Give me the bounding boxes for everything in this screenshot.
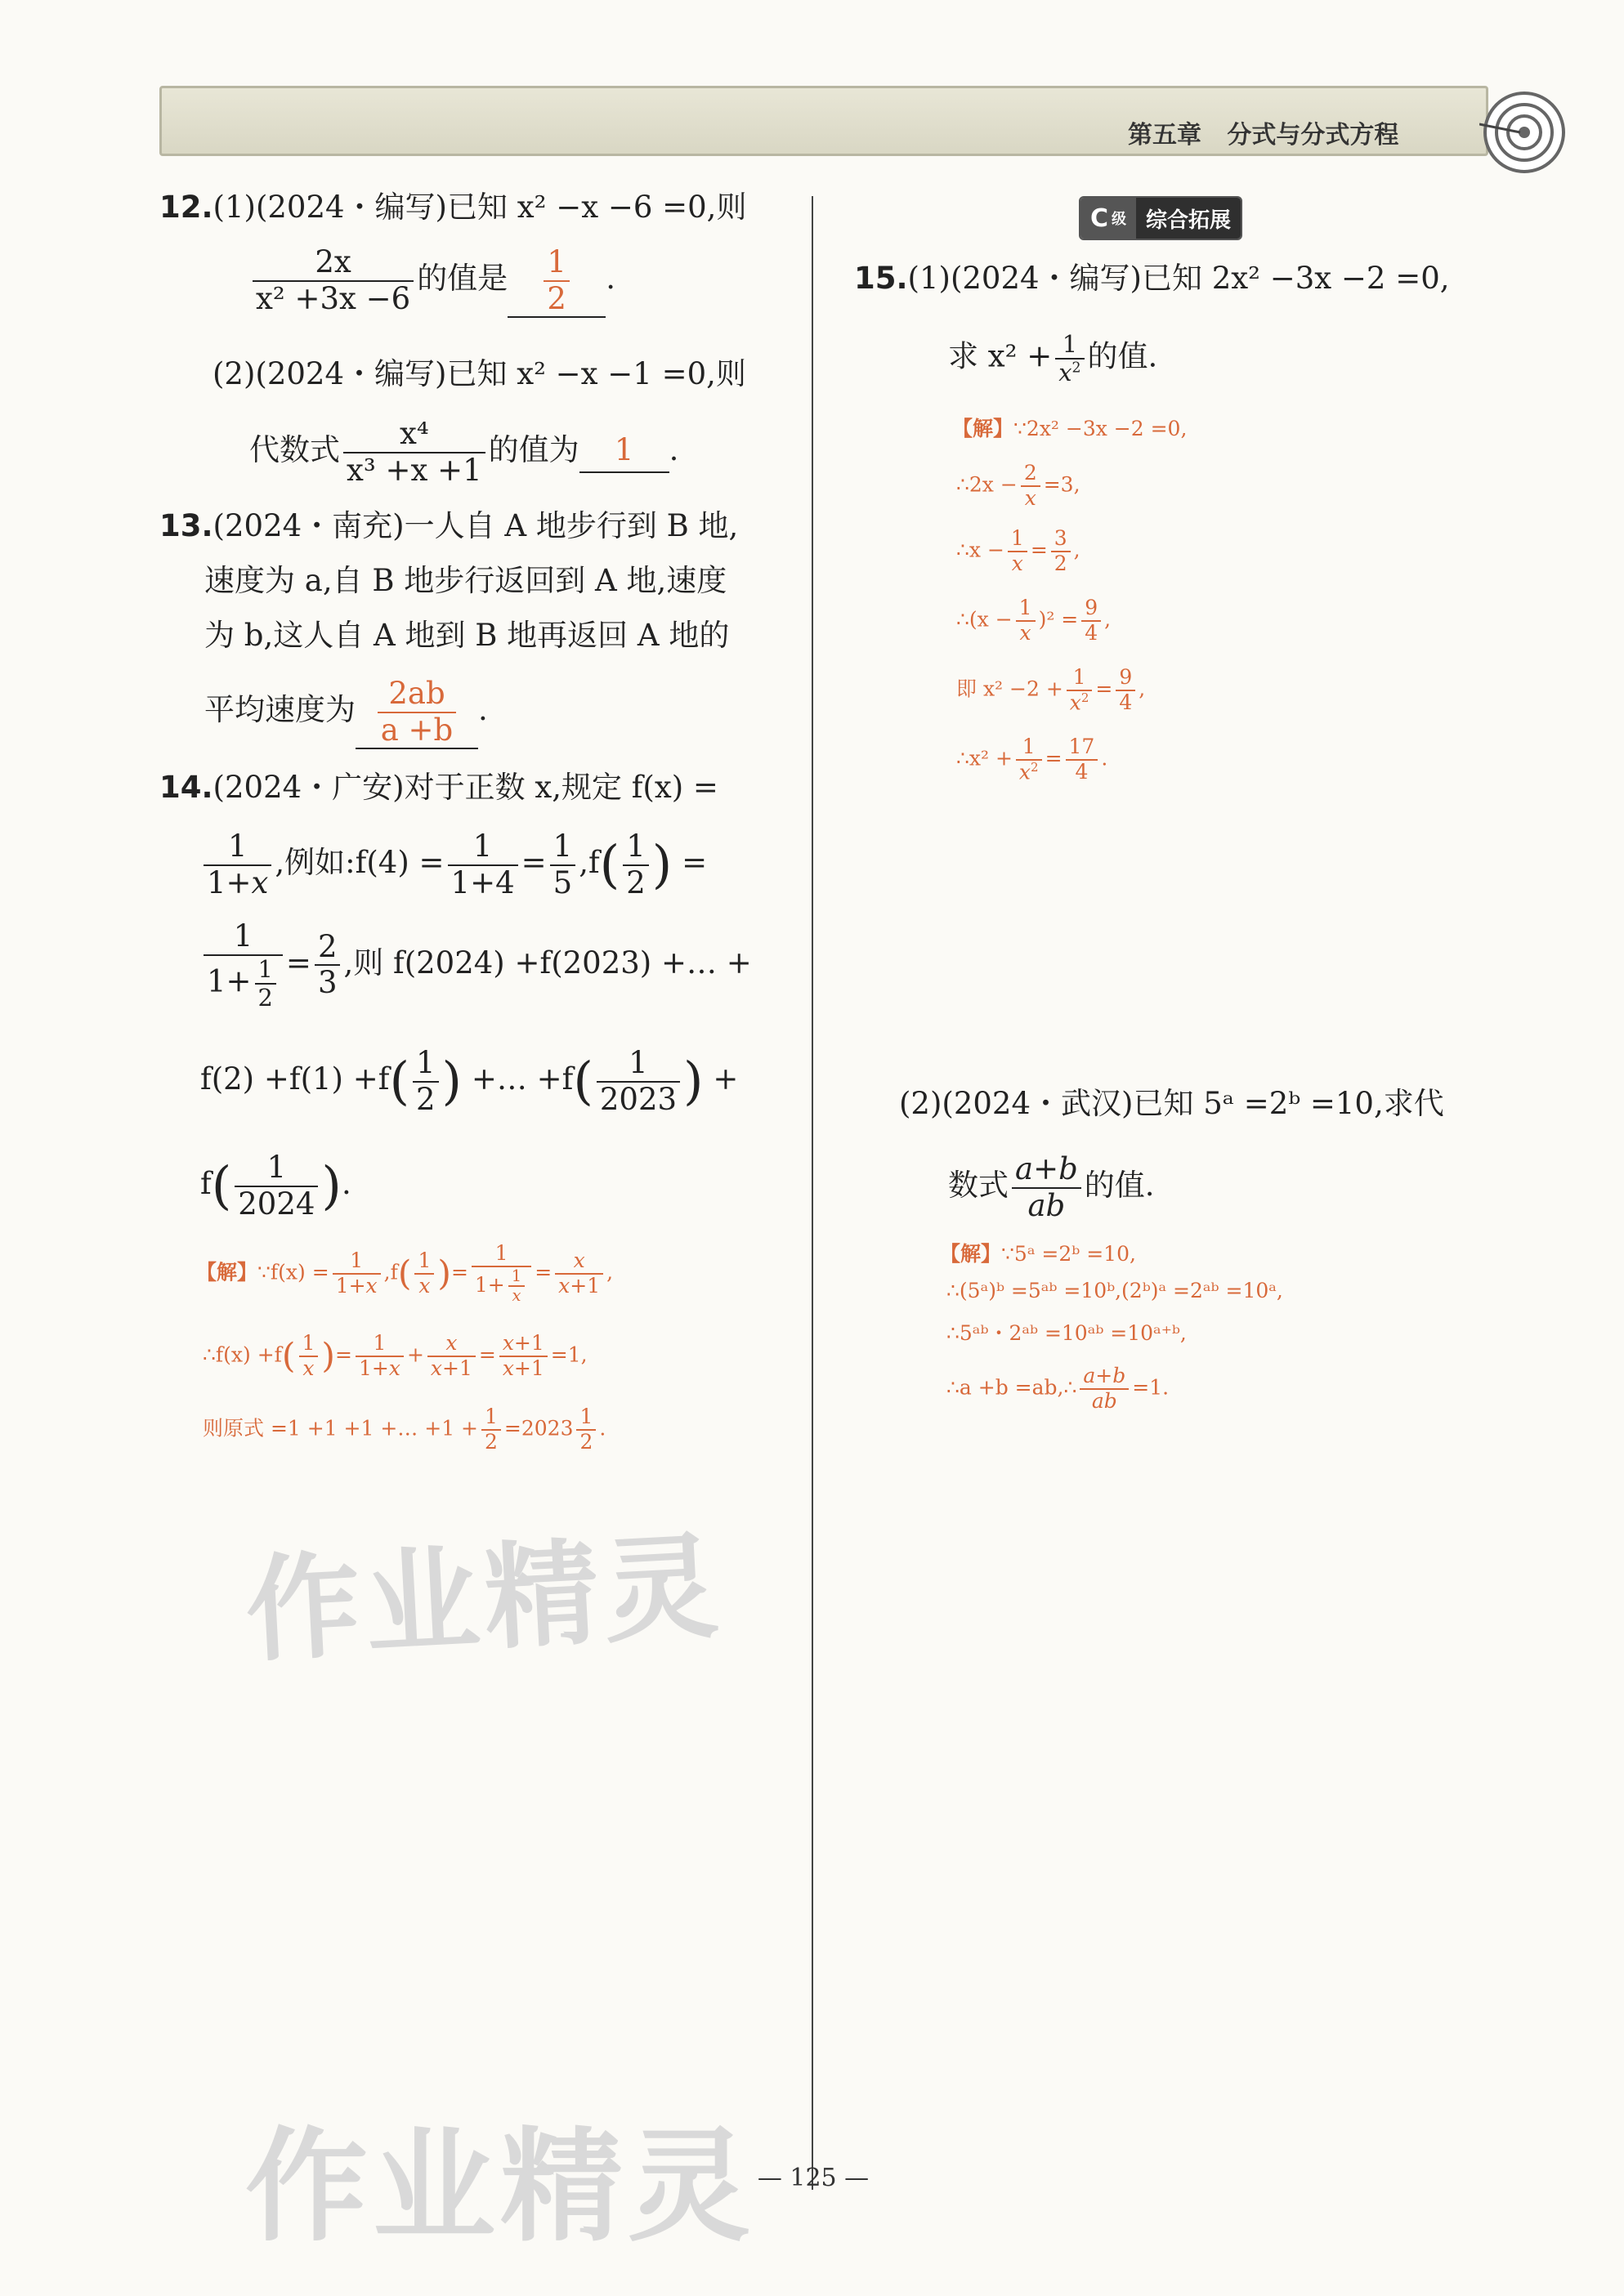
q14-text-3b: = <box>285 945 311 980</box>
q15-p1-sol-l4 <box>956 596 1111 645</box>
sol-text: ∴2x − <box>956 472 1018 497</box>
sol-fraction: $\frac{x}{x+1}$ <box>555 1249 603 1298</box>
q14-fraction: $\frac{1}{2}$ <box>413 1046 439 1117</box>
column-divider <box>812 196 813 2190</box>
sol-text: ,f <box>383 1260 398 1284</box>
q15-p1-fraction: $\frac{1}{x^2}$ <box>1055 331 1084 386</box>
sol-text: . <box>1101 746 1108 771</box>
q15-p1-sol-l5 <box>956 666 1145 715</box>
q12-line1 <box>159 186 746 229</box>
target-icon <box>1479 92 1569 181</box>
q14-line4: f(2) +f(1) +f( $\frac{1}{2}$ ) +… +f( $\frac{1}{2023}$ ) + <box>200 1045 739 1117</box>
q14-text-2c: ,f <box>579 845 600 881</box>
q15-p2-line1 <box>899 1083 1444 1125</box>
numerator: 1 <box>544 245 570 282</box>
q15-number: 15. <box>854 261 908 296</box>
sol-text: =2023 <box>503 1416 574 1441</box>
q14-number: 14. <box>159 770 213 805</box>
q14-text-4a: f(2) +f(1) +f <box>200 1061 390 1097</box>
badge-level: C 级 <box>1080 198 1136 239</box>
numerator: x⁴ <box>343 417 485 453</box>
solution-label: 【解】 <box>952 417 1014 440</box>
q15-p1-post: 的值. <box>1087 338 1158 374</box>
q12-line2: $\frac{2x}{\text{x² +3x −6}}$ 的值是 $\frac{1}{2}$ . <box>249 245 615 318</box>
solution-label: 【解】 <box>940 1242 1002 1266</box>
sol-fraction: 1 1+ $\frac{1}{x}$ <box>472 1242 531 1306</box>
watermark-upper: 作业精灵 <box>242 1520 727 1679</box>
sol-text: =1. <box>1132 1375 1170 1400</box>
sol-text: . <box>599 1416 606 1441</box>
q14-fraction: $\frac{1}{2}$ <box>623 829 649 900</box>
q15-p1-stem: (1)(2024・编写)已知 2x² −3x −2 =0, <box>907 261 1450 296</box>
q14-solution-line3 <box>203 1405 606 1454</box>
q12-p2-answer: 1 <box>579 429 669 473</box>
q13-answer <box>378 677 457 748</box>
q12-p1-fraction <box>253 245 414 316</box>
q15-p2-fraction: $\frac{a+b}{ab}$ <box>1012 1152 1081 1223</box>
sol-fraction: $\frac{a+b}{ab}$ <box>1080 1365 1129 1414</box>
sol-text: ∵2x² −3x −2 =0, <box>1013 417 1188 440</box>
sol-text: = <box>1045 746 1063 771</box>
sol-fraction: $\frac{1}{1+x}$ <box>356 1332 404 1381</box>
sol-text: , <box>1139 677 1146 701</box>
sol-fraction: $\frac{1}{x}$ <box>299 1332 319 1381</box>
q15-line2 <box>948 331 1157 386</box>
denominator: 2 <box>547 280 566 316</box>
sol-fraction: $\frac{2}{x}$ <box>1021 462 1040 511</box>
q15-p1-sol-l6 <box>956 735 1107 784</box>
sol-text: ∴(5ᵃ)ᵇ =5ᵃᵇ =10ᵇ,(2ᵇ)ᵃ =2ᵃᵇ =10ᵃ, <box>946 1279 1283 1302</box>
q13-last-pre: 平均速度为 <box>204 692 356 728</box>
sol-fraction: $\frac{1}{2}$ <box>481 1405 501 1454</box>
q15-p1-pre: 求 x² + <box>948 338 1053 374</box>
sol-text: ∴x² + <box>956 746 1013 771</box>
q13-text-2: 速度为 a,自 B 地步行返回到 A 地,速度 <box>204 563 727 598</box>
q14-fraction: $\frac{1}{1+4}$ <box>448 829 518 900</box>
q14-text-5a: f <box>200 1166 212 1202</box>
q12-p1-mid: 的值是 <box>417 261 508 297</box>
sol-text: 即 x² −2 + <box>956 677 1063 701</box>
sol-fraction: $\frac{1}{x}$ <box>1016 596 1036 645</box>
sol-fraction: $\frac{x}{x+1}$ <box>427 1332 476 1381</box>
sol-fraction: $\frac{1}{2}$ <box>576 1405 596 1454</box>
sol-text: , <box>606 1260 614 1284</box>
sol-fraction: $\frac{1}{x^2}$ <box>1016 735 1042 784</box>
q12-p2-mid: 的值为 <box>488 432 579 468</box>
watermark-lower: 作业精灵 <box>245 2116 756 2258</box>
section-badge <box>1079 196 1242 240</box>
q14-text-4b: +… +f <box>471 1061 574 1097</box>
q14-fraction: 1 1+ $\frac{1}{2}$ <box>204 919 283 1012</box>
sol-fraction: $\frac{x+1}{x+1}$ <box>499 1332 548 1381</box>
q15-line1 <box>854 257 1450 300</box>
sol-text: = <box>450 1260 468 1284</box>
sol-fraction: $\frac{9}{4}$ <box>1081 596 1101 645</box>
q12-p2-line1 <box>213 353 746 395</box>
q14-text-1: (2024・广安)对于正数 x,规定 f(x) = <box>213 770 718 805</box>
q13-line1 <box>159 505 738 547</box>
sol-fraction: $\frac{9}{4}$ <box>1116 666 1135 715</box>
q12-p2-pre: 代数式 <box>249 432 340 468</box>
q13-line2 <box>204 560 727 602</box>
sol-fraction: $\frac{1}{x}$ <box>1008 527 1027 576</box>
q15-p2-pre: 数式 <box>948 1168 1009 1204</box>
q13-number: 13. <box>159 508 213 543</box>
q15-p1-sol-l1 <box>952 413 1187 442</box>
q12-p2-stem: (2)(2024・编写)已知 x² −x −1 =0,则 <box>213 356 746 391</box>
sol-text: ∴x − <box>956 538 1004 562</box>
sol-text: ∵5ᵃ =2ᵇ =10, <box>1001 1242 1136 1266</box>
q14-text-2a: ,例如:f(4) = <box>275 845 445 881</box>
q13-line3 <box>204 614 729 657</box>
sol-text: ∴f(x) +f <box>203 1342 282 1367</box>
q14-line1 <box>159 766 718 809</box>
q14-line5: f( $\frac{1}{2024}$ ). <box>200 1150 351 1222</box>
sol-text: =3, <box>1043 472 1080 497</box>
solution-label: 【解】 <box>196 1260 258 1284</box>
sol-text: , <box>1104 607 1112 632</box>
q14-line2: $\frac{1}{1+x}$ ,例如:f(4) = $\frac{1}{1+4}$ = $\frac{1}{5}$ ,f( $\frac{1}{2}$ ) = <box>200 829 707 900</box>
numerator: 2x <box>253 245 414 282</box>
q15-p2-stem: (2)(2024・武汉)已知 5ᵃ =2ᵇ =10,求代 <box>899 1086 1444 1121</box>
q12-p2-fraction <box>343 417 485 488</box>
sol-fraction: $\frac{1}{x}$ <box>414 1249 434 1298</box>
q14-text-2d: = <box>682 845 708 881</box>
q14-solution-line1: 【解】∵f(x) = $\frac{1}{1+x}$ ,f( $\frac{1}{x}$ )= 1 1+ $\frac{1}{x}$ = $\frac{x}{x+1}$ , <box>196 1241 614 1306</box>
q15-p2-line2 <box>948 1152 1155 1223</box>
q12-p1-stem: (1)(2024・编写)已知 x² −x −6 =0,则 <box>213 190 747 225</box>
sol-text: ∴a +b =ab,∴ <box>946 1375 1077 1400</box>
q15-p2-sol-l4 <box>946 1365 1169 1414</box>
q15-p2-sol-l1 <box>940 1238 1136 1267</box>
page-number: — 125 — <box>757 2164 870 2192</box>
q14-line3 <box>200 919 752 1012</box>
q13-answer-blank <box>356 677 478 749</box>
header-chapter: 第五章 分式与分式方程 <box>1128 121 1399 150</box>
badge-label: 综合拓展 <box>1136 198 1241 239</box>
denominator: x² +3x −6 <box>256 280 411 316</box>
q15-p2-post: 的值. <box>1084 1168 1155 1204</box>
sol-text: ∴5ᵃᵇ・2ᵃᵇ =10ᵃᵇ =10ᵃ⁺ᵇ, <box>946 1321 1187 1345</box>
sol-text: ∴(x − <box>956 607 1013 632</box>
sol-text: = <box>535 1260 553 1284</box>
numerator: 2ab <box>378 677 457 713</box>
q14-fraction: $\frac{2}{3}$ <box>315 930 341 1001</box>
q12-p1-answer-blank <box>508 245 606 318</box>
sol-text: =1, <box>550 1342 588 1367</box>
sol-text: = <box>1095 677 1113 701</box>
q12-p1-answer <box>544 245 570 316</box>
q14-text-4c: + <box>713 1061 739 1097</box>
q14-text-3c: ,则 f(2024) +f(2023) +… + <box>343 945 752 980</box>
q14-text-5b: . <box>341 1166 351 1202</box>
q14-text-2b: = <box>521 845 547 881</box>
sol-text: , <box>1073 538 1080 562</box>
q15-p2-sol-l3 <box>946 1317 1187 1347</box>
sol-text: = <box>478 1342 496 1367</box>
q15-p1-sol-l3 <box>956 527 1080 576</box>
q15-p2-sol-l2 <box>946 1279 1283 1302</box>
sol-fraction: $\frac{1}{1+x}$ <box>333 1249 381 1298</box>
q13-text-1: (2024・南充)一人自 A 地步行到 B 地, <box>213 508 739 543</box>
q14-fraction: $\frac{1}{1+x}$ <box>204 829 271 900</box>
sol-fraction: $\frac{1}{x^2}$ <box>1067 666 1093 715</box>
sol-text: = <box>335 1342 352 1367</box>
q14-fraction: $\frac{1}{5}$ <box>550 829 576 900</box>
q14-fraction: $\frac{1}{2023}$ <box>597 1046 680 1117</box>
q13-text-3: 为 b,这人自 A 地到 B 地再返回 A 地的 <box>204 618 730 653</box>
denominator: a +b <box>380 712 454 748</box>
q14-fraction: $\frac{1}{2024}$ <box>235 1150 318 1222</box>
sol-fraction: $\frac{17}{4}$ <box>1066 735 1098 784</box>
denominator: x³ +x +1 <box>347 452 482 488</box>
sol-fraction: $\frac{3}{2}$ <box>1051 527 1071 576</box>
q14-solution-line2: ∴f(x) +f( $\frac{1}{x}$ )= $\frac{1}{1+x}$ + $\frac{x}{x+1}$ = $\frac{x+1}{x+1}$ =1, <box>203 1331 588 1380</box>
sol-text: 则原式 =1 +1 +1 +… +1 + <box>203 1416 478 1441</box>
sol-text: ∵f(x) = <box>257 1260 329 1284</box>
q13-line4: 平均速度为 $\frac{2ab}{a +b}$ . <box>204 677 488 749</box>
q12-number: 12. <box>159 190 213 225</box>
sol-text: = <box>1030 538 1048 562</box>
q15-p1-sol-l2 <box>956 462 1080 511</box>
sol-text: )² = <box>1038 607 1079 632</box>
q12-p2-line2: 代数式 $\frac{\text{x⁴}}{\text{x³ +x +1}}$ 的值为 1 . <box>249 416 679 488</box>
sol-text: + <box>406 1342 424 1367</box>
